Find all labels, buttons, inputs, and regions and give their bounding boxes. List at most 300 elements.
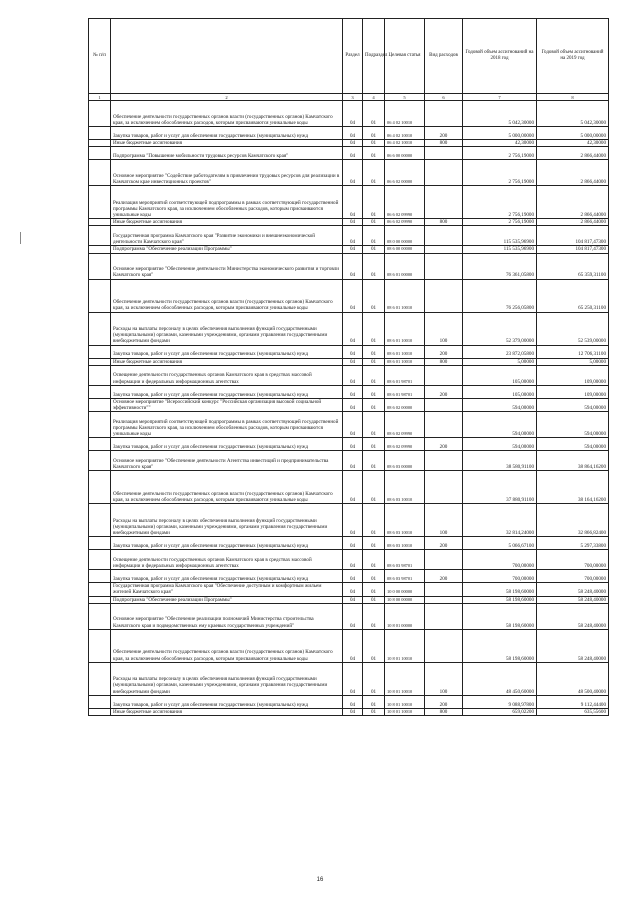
row-name-cell: Основное мероприятие "Содействие работодателям в привлечении трудовых ресурсов для реализации в Камчатском крае инвестиционных проектов" bbox=[111, 160, 343, 186]
row-target-article-cell: 08 6 01 10010 bbox=[385, 312, 425, 345]
row-podrazdel-cell: 01 bbox=[363, 279, 385, 312]
row-amount-2019-cell: 58 248,40000 bbox=[537, 603, 609, 629]
table-row bbox=[89, 695, 609, 708]
row-target-article-cell: 06 6 02 09990 bbox=[385, 219, 425, 226]
row-podrazdel-cell: 01 bbox=[363, 160, 385, 186]
row-name-cell: Подпрограмма "Повышение мобильности трудовых ресурсов Камчатского края" bbox=[111, 147, 343, 160]
row-amount-2019-cell: 48 500,40000 bbox=[537, 662, 609, 695]
row-razdel-cell: 04 bbox=[343, 246, 363, 253]
table-row bbox=[89, 160, 609, 186]
row-expense-type-cell bbox=[425, 471, 463, 504]
row-razdel-cell: 04 bbox=[343, 662, 363, 695]
row-razdel-cell: 04 bbox=[343, 412, 363, 438]
row-podrazdel-cell: 01 bbox=[363, 345, 385, 358]
row-amount-2018-cell: 58 198,60000 bbox=[463, 629, 537, 662]
row-target-article-cell: 08 6 03 10010 bbox=[385, 504, 425, 537]
colnum-8: 8 bbox=[537, 94, 609, 101]
row-amount-2019-cell: 5 297,33800 bbox=[537, 537, 609, 550]
table-row bbox=[89, 537, 609, 550]
row-expense-type-cell: 100 bbox=[425, 662, 463, 695]
row-amount-2019-cell: 38 864,16200 bbox=[537, 451, 609, 471]
header-podrazdel: Подраздел bbox=[363, 19, 385, 94]
table-row bbox=[89, 101, 609, 127]
row-name-cell: Иные бюджетные ассигнования bbox=[111, 358, 343, 365]
table-row bbox=[89, 385, 609, 398]
colnum-5: 5 bbox=[385, 94, 425, 101]
table-row bbox=[89, 504, 609, 537]
row-name-cell: Подпрограмма "Обеспечение реализации Программы" bbox=[111, 596, 343, 603]
colnum-7: 7 bbox=[463, 94, 537, 101]
row-razdel-cell: 04 bbox=[343, 279, 363, 312]
row-name-cell: Государственная программа Камчатского края "Обеспечение доступным и комфортным жильем жителей Камчатского края" bbox=[111, 583, 343, 596]
row-amount-2019-cell: 58 248,40000 bbox=[537, 629, 609, 662]
row-expense-type-cell bbox=[425, 147, 463, 160]
row-target-article-cell: 08 6 01 98701 bbox=[385, 385, 425, 398]
row-amount-2018-cell: 105,00000 bbox=[463, 385, 537, 398]
header-name bbox=[111, 19, 343, 94]
row-razdel-cell: 04 bbox=[343, 358, 363, 365]
table-row bbox=[89, 451, 609, 471]
row-amount-2018-cell: 76 361,05800 bbox=[463, 253, 537, 279]
row-podrazdel-cell: 01 bbox=[363, 101, 385, 127]
row-name-cell: Обеспечение деятельности государственных органов власти (государственных органов) Камчатского края, за исключением обособленных расходов, которым присваиваются уникальные коды bbox=[111, 629, 343, 662]
row-podrazdel-cell: 01 bbox=[363, 312, 385, 345]
row-podrazdel-cell: 01 bbox=[363, 140, 385, 147]
scan-margin-mark bbox=[20, 232, 21, 244]
row-name-cell: Обеспечение деятельности государственных органов власти (государственных органов) Камчатского края, за исключением обособленных расходов, которым присваиваются уникальные коды bbox=[111, 101, 343, 127]
row-amount-2018-cell: 37 880,91100 bbox=[463, 471, 537, 504]
row-name-cell: Основное мероприятие "Обеспечение деятельности Агентства инвестиций и предпринимательства Камчатского края" bbox=[111, 451, 343, 471]
row-expense-type-cell bbox=[425, 596, 463, 603]
row-razdel-cell: 04 bbox=[343, 226, 363, 246]
row-name-cell: Расходы на выплаты персоналу в целях обеспечения выполнения функций государственными (муниципальными) органами, казенными учреждениями, органами управления государственными внебюджетными фондами bbox=[111, 504, 343, 537]
table-row bbox=[89, 312, 609, 345]
row-target-article-cell: 10 8 01 00000 bbox=[385, 603, 425, 629]
row-razdel-cell: 04 bbox=[343, 160, 363, 186]
row-name-cell: Закупка товаров, работ и услуг для обеспечения государственных (муниципальных) нужд bbox=[111, 695, 343, 708]
row-num-cell bbox=[89, 438, 111, 451]
row-podrazdel-cell: 01 bbox=[363, 438, 385, 451]
row-expense-type-cell bbox=[425, 279, 463, 312]
row-expense-type-cell bbox=[425, 365, 463, 385]
row-expense-type-cell bbox=[425, 246, 463, 253]
table-row bbox=[89, 570, 609, 583]
row-num-cell bbox=[89, 279, 111, 312]
colnum-3: 3 bbox=[343, 94, 363, 101]
row-name-cell: Закупка товаров, работ и услуг для обеспечения государственных (муниципальных) нужд bbox=[111, 127, 343, 140]
row-name-cell: Закупка товаров, работ и услуг для обеспечения государственных (муниципальных) нужд bbox=[111, 570, 343, 583]
row-podrazdel-cell: 01 bbox=[363, 504, 385, 537]
row-target-article-cell: 08 6 02 00000 bbox=[385, 398, 425, 411]
row-amount-2018-cell: 5 066,67100 bbox=[463, 537, 537, 550]
row-expense-type-cell: 100 bbox=[425, 312, 463, 345]
row-name-cell: Реализация мероприятий соответствующей подпрограммы в рамках соответствующей государственной программы Камчатского края, за исключением обособленных расходов, которым присваиваются уникальные коды bbox=[111, 412, 343, 438]
row-name-cell: Основное мероприятие "Всероссийский конкурс "Российская организация высокой социальной эффективности"" bbox=[111, 398, 343, 411]
row-target-article-cell: 06 4 02 10010 bbox=[385, 127, 425, 140]
table-row bbox=[89, 186, 609, 219]
row-expense-type-cell bbox=[425, 629, 463, 662]
row-target-article-cell: 08 6 01 00000 bbox=[385, 253, 425, 279]
row-amount-2018-cell: 594,00000 bbox=[463, 438, 537, 451]
row-expense-type-cell: 200 bbox=[425, 345, 463, 358]
row-num-cell bbox=[89, 345, 111, 358]
table-body bbox=[89, 101, 609, 716]
row-razdel-cell: 04 bbox=[343, 570, 363, 583]
table-row bbox=[89, 398, 609, 411]
row-razdel-cell: 04 bbox=[343, 708, 363, 715]
row-amount-2018-cell: 58 198,60000 bbox=[463, 596, 537, 603]
row-num-cell bbox=[89, 365, 111, 385]
table-row bbox=[89, 583, 609, 596]
row-amount-2019-cell: 2 866,44000 bbox=[537, 186, 609, 219]
row-amount-2018-cell: 594,00000 bbox=[463, 412, 537, 438]
row-podrazdel-cell: 01 bbox=[363, 358, 385, 365]
row-amount-2018-cell: 58 198,60000 bbox=[463, 603, 537, 629]
row-razdel-cell: 04 bbox=[343, 603, 363, 629]
row-target-article-cell: 08 6 01 10010 bbox=[385, 358, 425, 365]
row-target-article-cell: 08 6 01 10010 bbox=[385, 345, 425, 358]
row-target-article-cell: 06 4 02 10010 bbox=[385, 140, 425, 147]
row-expense-type-cell bbox=[425, 550, 463, 570]
row-amount-2019-cell: 58 248,40000 bbox=[537, 583, 609, 596]
row-podrazdel-cell: 01 bbox=[363, 550, 385, 570]
row-num-cell bbox=[89, 160, 111, 186]
row-amount-2019-cell: 5 042,30000 bbox=[537, 101, 609, 127]
row-num-cell bbox=[89, 695, 111, 708]
row-amount-2018-cell: 2 756,19000 bbox=[463, 186, 537, 219]
row-expense-type-cell bbox=[425, 186, 463, 219]
row-expense-type-cell bbox=[425, 226, 463, 246]
row-name-cell: Подпрограмма "Обеспечение реализации Программы" bbox=[111, 246, 343, 253]
row-name-cell: Государственная программа Камчатского края "Развитие экономики и внешнеэкономической деятельности Камчатского края" bbox=[111, 226, 343, 246]
row-razdel-cell: 04 bbox=[343, 629, 363, 662]
row-expense-type-cell: 800 bbox=[425, 219, 463, 226]
table-row bbox=[89, 345, 609, 358]
row-expense-type-cell: 200 bbox=[425, 385, 463, 398]
row-num-cell bbox=[89, 186, 111, 219]
row-amount-2018-cell: 38 580,91100 bbox=[463, 451, 537, 471]
row-amount-2019-cell: 700,00000 bbox=[537, 550, 609, 570]
row-amount-2018-cell: 48 450,60000 bbox=[463, 662, 537, 695]
table-row bbox=[89, 253, 609, 279]
header-year-2018: Годовой объем ассигнований на 2018 год bbox=[463, 19, 537, 94]
row-target-article-cell: 08 6 03 98701 bbox=[385, 570, 425, 583]
colnum-4: 4 bbox=[363, 94, 385, 101]
row-podrazdel-cell: 01 bbox=[363, 226, 385, 246]
row-podrazdel-cell: 01 bbox=[363, 570, 385, 583]
row-target-article-cell: 10 0 00 00000 bbox=[385, 583, 425, 596]
table-row bbox=[89, 226, 609, 246]
row-target-article-cell: 08 6 01 98701 bbox=[385, 365, 425, 385]
row-razdel-cell: 04 bbox=[343, 101, 363, 127]
row-amount-2018-cell: 5 042,30000 bbox=[463, 101, 537, 127]
row-num-cell bbox=[89, 583, 111, 596]
row-name-cell: Иные бюджетные ассигнования bbox=[111, 140, 343, 147]
row-name-cell: Закупка товаров, работ и услуг для обеспечения государственных (муниципальных) нужд bbox=[111, 385, 343, 398]
row-amount-2018-cell: 5,00000 bbox=[463, 358, 537, 365]
row-razdel-cell: 04 bbox=[343, 504, 363, 537]
row-name-cell: Обеспечение деятельности государственных органов власти (государственных органов) Камчатского края, за исключением обособленных расходов, которым присваиваются уникальные коды bbox=[111, 471, 343, 504]
row-razdel-cell: 04 bbox=[343, 550, 363, 570]
row-num-cell bbox=[89, 570, 111, 583]
row-target-article-cell: 08 6 03 00000 bbox=[385, 451, 425, 471]
table-row bbox=[89, 438, 609, 451]
row-podrazdel-cell: 01 bbox=[363, 365, 385, 385]
row-target-article-cell: 06 6 02 00000 bbox=[385, 160, 425, 186]
row-amount-2018-cell: 58 198,60000 bbox=[463, 583, 537, 596]
row-target-article-cell: 08 0 00 00000 bbox=[385, 226, 425, 246]
row-razdel-cell: 04 bbox=[343, 253, 363, 279]
row-razdel-cell: 04 bbox=[343, 583, 363, 596]
row-target-article-cell: 10 8 01 10010 bbox=[385, 662, 425, 695]
row-amount-2018-cell: 5 000,00000 bbox=[463, 127, 537, 140]
row-name-cell: Реализация мероприятий соответствующей подпрограммы в рамках соответствующей государственной программы Камчатского края, за исключением обособленных расходов, которым присваиваются уникальные коды bbox=[111, 186, 343, 219]
row-name-cell: Закупка товаров, работ и услуг для обеспечения государственных (муниципальных) нужд bbox=[111, 438, 343, 451]
row-razdel-cell: 04 bbox=[343, 186, 363, 219]
row-num-cell bbox=[89, 550, 111, 570]
row-name-cell: Расходы на выплаты персоналу в целях обеспечения выполнения функций государственными (муниципальными) органами, казенными учреждениями, органами управления государственными внебюджетными фондами bbox=[111, 662, 343, 695]
row-amount-2019-cell: 109,00000 bbox=[537, 385, 609, 398]
row-amount-2018-cell: 115 535,96900 bbox=[463, 226, 537, 246]
row-expense-type-cell bbox=[425, 603, 463, 629]
row-razdel-cell: 04 bbox=[343, 398, 363, 411]
row-amount-2019-cell: 32 866,82400 bbox=[537, 504, 609, 537]
row-podrazdel-cell: 01 bbox=[363, 147, 385, 160]
row-razdel-cell: 04 bbox=[343, 451, 363, 471]
budget-table-sheet bbox=[88, 18, 608, 716]
row-amount-2018-cell: 115 535,96900 bbox=[463, 246, 537, 253]
row-podrazdel-cell: 01 bbox=[363, 603, 385, 629]
table-row bbox=[89, 279, 609, 312]
row-num-cell bbox=[89, 226, 111, 246]
row-num-cell bbox=[89, 451, 111, 471]
row-amount-2019-cell: 104 817,47300 bbox=[537, 226, 609, 246]
row-target-article-cell: 08 6 02 09990 bbox=[385, 412, 425, 438]
row-expense-type-cell: 200 bbox=[425, 695, 463, 708]
row-razdel-cell: 04 bbox=[343, 695, 363, 708]
row-razdel-cell: 04 bbox=[343, 385, 363, 398]
row-expense-type-cell: 800 bbox=[425, 358, 463, 365]
table-row bbox=[89, 550, 609, 570]
row-podrazdel-cell: 01 bbox=[363, 596, 385, 603]
row-expense-type-cell: 200 bbox=[425, 570, 463, 583]
row-amount-2019-cell: 109,00000 bbox=[537, 365, 609, 385]
row-amount-2019-cell: 9 112,44400 bbox=[537, 695, 609, 708]
row-razdel-cell: 04 bbox=[343, 596, 363, 603]
row-podrazdel-cell: 01 bbox=[363, 583, 385, 596]
row-name-cell: Обеспечение деятельности государственных органов власти (государственных органов) Камчатского края, за исключением обособленных расходов, которым присваиваются уникальные коды bbox=[111, 279, 343, 312]
table-row bbox=[89, 629, 609, 662]
row-razdel-cell: 04 bbox=[343, 219, 363, 226]
table-row bbox=[89, 127, 609, 140]
row-expense-type-cell: 200 bbox=[425, 537, 463, 550]
row-target-article-cell: 08 6 00 00000 bbox=[385, 246, 425, 253]
row-razdel-cell: 04 bbox=[343, 312, 363, 345]
row-amount-2018-cell: 105,00000 bbox=[463, 365, 537, 385]
row-podrazdel-cell: 01 bbox=[363, 412, 385, 438]
row-num-cell bbox=[89, 253, 111, 279]
row-amount-2018-cell: 659,02200 bbox=[463, 708, 537, 715]
row-amount-2019-cell: 42,30000 bbox=[537, 140, 609, 147]
row-amount-2019-cell: 58 248,40000 bbox=[537, 596, 609, 603]
row-razdel-cell: 04 bbox=[343, 127, 363, 140]
header-year-2019: Годовой объем ассигнований на 2019 год bbox=[537, 19, 609, 94]
row-amount-2019-cell: 38 164,16200 bbox=[537, 471, 609, 504]
colnum-6: 6 bbox=[425, 94, 463, 101]
row-podrazdel-cell: 01 bbox=[363, 537, 385, 550]
row-amount-2019-cell: 594,00000 bbox=[537, 438, 609, 451]
row-num-cell bbox=[89, 537, 111, 550]
row-expense-type-cell bbox=[425, 451, 463, 471]
row-name-cell: Закупка товаров, работ и услуг для обеспечения государственных (муниципальных) нужд bbox=[111, 537, 343, 550]
row-amount-2018-cell: 32 814,24000 bbox=[463, 504, 537, 537]
table-row bbox=[89, 147, 609, 160]
row-amount-2019-cell: 12 706,31100 bbox=[537, 345, 609, 358]
row-num-cell bbox=[89, 219, 111, 226]
header-num: № п/п bbox=[89, 19, 111, 94]
row-expense-type-cell bbox=[425, 583, 463, 596]
row-amount-2018-cell: 700,00000 bbox=[463, 570, 537, 583]
row-expense-type-cell bbox=[425, 398, 463, 411]
row-name-cell: Основное мероприятие "Обеспечение деятельности Министерства экономического развития и торговли Камчатского края" bbox=[111, 253, 343, 279]
row-num-cell bbox=[89, 596, 111, 603]
row-target-article-cell: 08 6 01 10010 bbox=[385, 279, 425, 312]
row-amount-2019-cell: 594,00000 bbox=[537, 398, 609, 411]
row-num-cell bbox=[89, 603, 111, 629]
row-num-cell bbox=[89, 504, 111, 537]
row-num-cell bbox=[89, 385, 111, 398]
row-num-cell bbox=[89, 312, 111, 345]
row-amount-2019-cell: 5 000,00000 bbox=[537, 127, 609, 140]
table-row bbox=[89, 603, 609, 629]
row-amount-2018-cell: 594,00000 bbox=[463, 398, 537, 411]
row-expense-type-cell bbox=[425, 253, 463, 279]
row-podrazdel-cell: 01 bbox=[363, 471, 385, 504]
row-expense-type-cell: 100 bbox=[425, 504, 463, 537]
row-num-cell bbox=[89, 471, 111, 504]
row-razdel-cell: 04 bbox=[343, 345, 363, 358]
table-row bbox=[89, 365, 609, 385]
row-num-cell bbox=[89, 708, 111, 715]
table-row bbox=[89, 358, 609, 365]
row-target-article-cell: 06 4 02 10010 bbox=[385, 101, 425, 127]
row-target-article-cell: 10 8 01 10010 bbox=[385, 708, 425, 715]
row-amount-2018-cell: 9 088,97800 bbox=[463, 695, 537, 708]
table-row bbox=[89, 412, 609, 438]
row-amount-2018-cell: 2 756,19000 bbox=[463, 219, 537, 226]
row-name-cell: Основное мероприятие "Обеспечение реализации полномочий Министерства строительства Камчатского края и подведомственных ему краевых государственных учреждений" bbox=[111, 603, 343, 629]
row-podrazdel-cell: 01 bbox=[363, 246, 385, 253]
header-expense-type: Вид расходов bbox=[425, 19, 463, 94]
row-num-cell bbox=[89, 398, 111, 411]
row-expense-type-cell: 200 bbox=[425, 438, 463, 451]
row-amount-2018-cell: 700,00000 bbox=[463, 550, 537, 570]
row-num-cell bbox=[89, 358, 111, 365]
row-amount-2019-cell: 65 359,31100 bbox=[537, 253, 609, 279]
row-amount-2018-cell: 52 379,00000 bbox=[463, 312, 537, 345]
page-number: 16 bbox=[316, 877, 324, 883]
row-amount-2018-cell: 2 756,19000 bbox=[463, 160, 537, 186]
row-expense-type-cell bbox=[425, 160, 463, 186]
row-amount-2019-cell: 104 817,47300 bbox=[537, 246, 609, 253]
row-target-article-cell: 10 8 01 10010 bbox=[385, 629, 425, 662]
table-row bbox=[89, 140, 609, 147]
row-podrazdel-cell: 01 bbox=[363, 186, 385, 219]
row-num-cell bbox=[89, 662, 111, 695]
row-target-article-cell: 08 6 03 98701 bbox=[385, 550, 425, 570]
row-amount-2018-cell: 2 756,19000 bbox=[463, 147, 537, 160]
row-name-cell: Иные бюджетные ассигнования bbox=[111, 219, 343, 226]
header-target-article: Целевая статья bbox=[385, 19, 425, 94]
row-target-article-cell: 06 6 00 00000 bbox=[385, 147, 425, 160]
row-amount-2019-cell: 700,00000 bbox=[537, 570, 609, 583]
row-podrazdel-cell: 01 bbox=[363, 127, 385, 140]
row-podrazdel-cell: 01 bbox=[363, 219, 385, 226]
row-num-cell bbox=[89, 101, 111, 127]
budget-table bbox=[88, 18, 609, 716]
row-name-cell: Закупка товаров, работ и услуг для обеспечения государственных (муниципальных) нужд bbox=[111, 345, 343, 358]
row-num-cell bbox=[89, 629, 111, 662]
row-num-cell bbox=[89, 147, 111, 160]
row-podrazdel-cell: 01 bbox=[363, 629, 385, 662]
row-amount-2018-cell: 42,30000 bbox=[463, 140, 537, 147]
row-target-article-cell: 08 6 02 09990 bbox=[385, 438, 425, 451]
row-podrazdel-cell: 01 bbox=[363, 662, 385, 695]
row-target-article-cell: 06 6 02 09990 bbox=[385, 186, 425, 219]
row-razdel-cell: 04 bbox=[343, 365, 363, 385]
row-razdel-cell: 04 bbox=[343, 147, 363, 160]
row-podrazdel-cell: 01 bbox=[363, 253, 385, 279]
colnum-2: 2 bbox=[111, 94, 343, 101]
row-target-article-cell: 10 8 01 10010 bbox=[385, 695, 425, 708]
table-row bbox=[89, 246, 609, 253]
row-podrazdel-cell: 01 bbox=[363, 695, 385, 708]
row-expense-type-cell: 800 bbox=[425, 708, 463, 715]
row-expense-type-cell: 200 bbox=[425, 127, 463, 140]
table-row bbox=[89, 662, 609, 695]
row-num-cell bbox=[89, 140, 111, 147]
row-name-cell: Иные бюджетные ассигнования bbox=[111, 708, 343, 715]
row-amount-2019-cell: 2 866,44000 bbox=[537, 160, 609, 186]
colnum-1: 1 bbox=[89, 94, 111, 101]
row-podrazdel-cell: 01 bbox=[363, 385, 385, 398]
row-num-cell bbox=[89, 246, 111, 253]
row-amount-2019-cell: 65 250,31100 bbox=[537, 279, 609, 312]
row-target-article-cell: 10 8 00 00000 bbox=[385, 596, 425, 603]
row-amount-2019-cell: 5,00000 bbox=[537, 358, 609, 365]
row-expense-type-cell bbox=[425, 412, 463, 438]
row-amount-2019-cell: 2 866,44000 bbox=[537, 219, 609, 226]
row-expense-type-cell: 800 bbox=[425, 140, 463, 147]
table-row bbox=[89, 596, 609, 603]
row-target-article-cell: 08 6 03 10010 bbox=[385, 537, 425, 550]
table-row bbox=[89, 708, 609, 715]
row-num-cell bbox=[89, 127, 111, 140]
row-podrazdel-cell: 01 bbox=[363, 708, 385, 715]
row-razdel-cell: 04 bbox=[343, 438, 363, 451]
row-amount-2018-cell: 23 872,05800 bbox=[463, 345, 537, 358]
row-num-cell bbox=[89, 412, 111, 438]
row-razdel-cell: 04 bbox=[343, 537, 363, 550]
row-podrazdel-cell: 01 bbox=[363, 451, 385, 471]
row-amount-2019-cell: 52 539,00000 bbox=[537, 312, 609, 345]
table-row bbox=[89, 219, 609, 226]
row-podrazdel-cell: 01 bbox=[363, 398, 385, 411]
row-razdel-cell: 04 bbox=[343, 471, 363, 504]
header-razdel: Раздел bbox=[343, 19, 363, 94]
row-amount-2019-cell: 594,00000 bbox=[537, 412, 609, 438]
row-name-cell: Расходы на выплаты персоналу в целях обеспечения выполнения функций государственными (муниципальными) органами, казенными учреждениями, органами управления государственными внебюджетными фондами bbox=[111, 312, 343, 345]
